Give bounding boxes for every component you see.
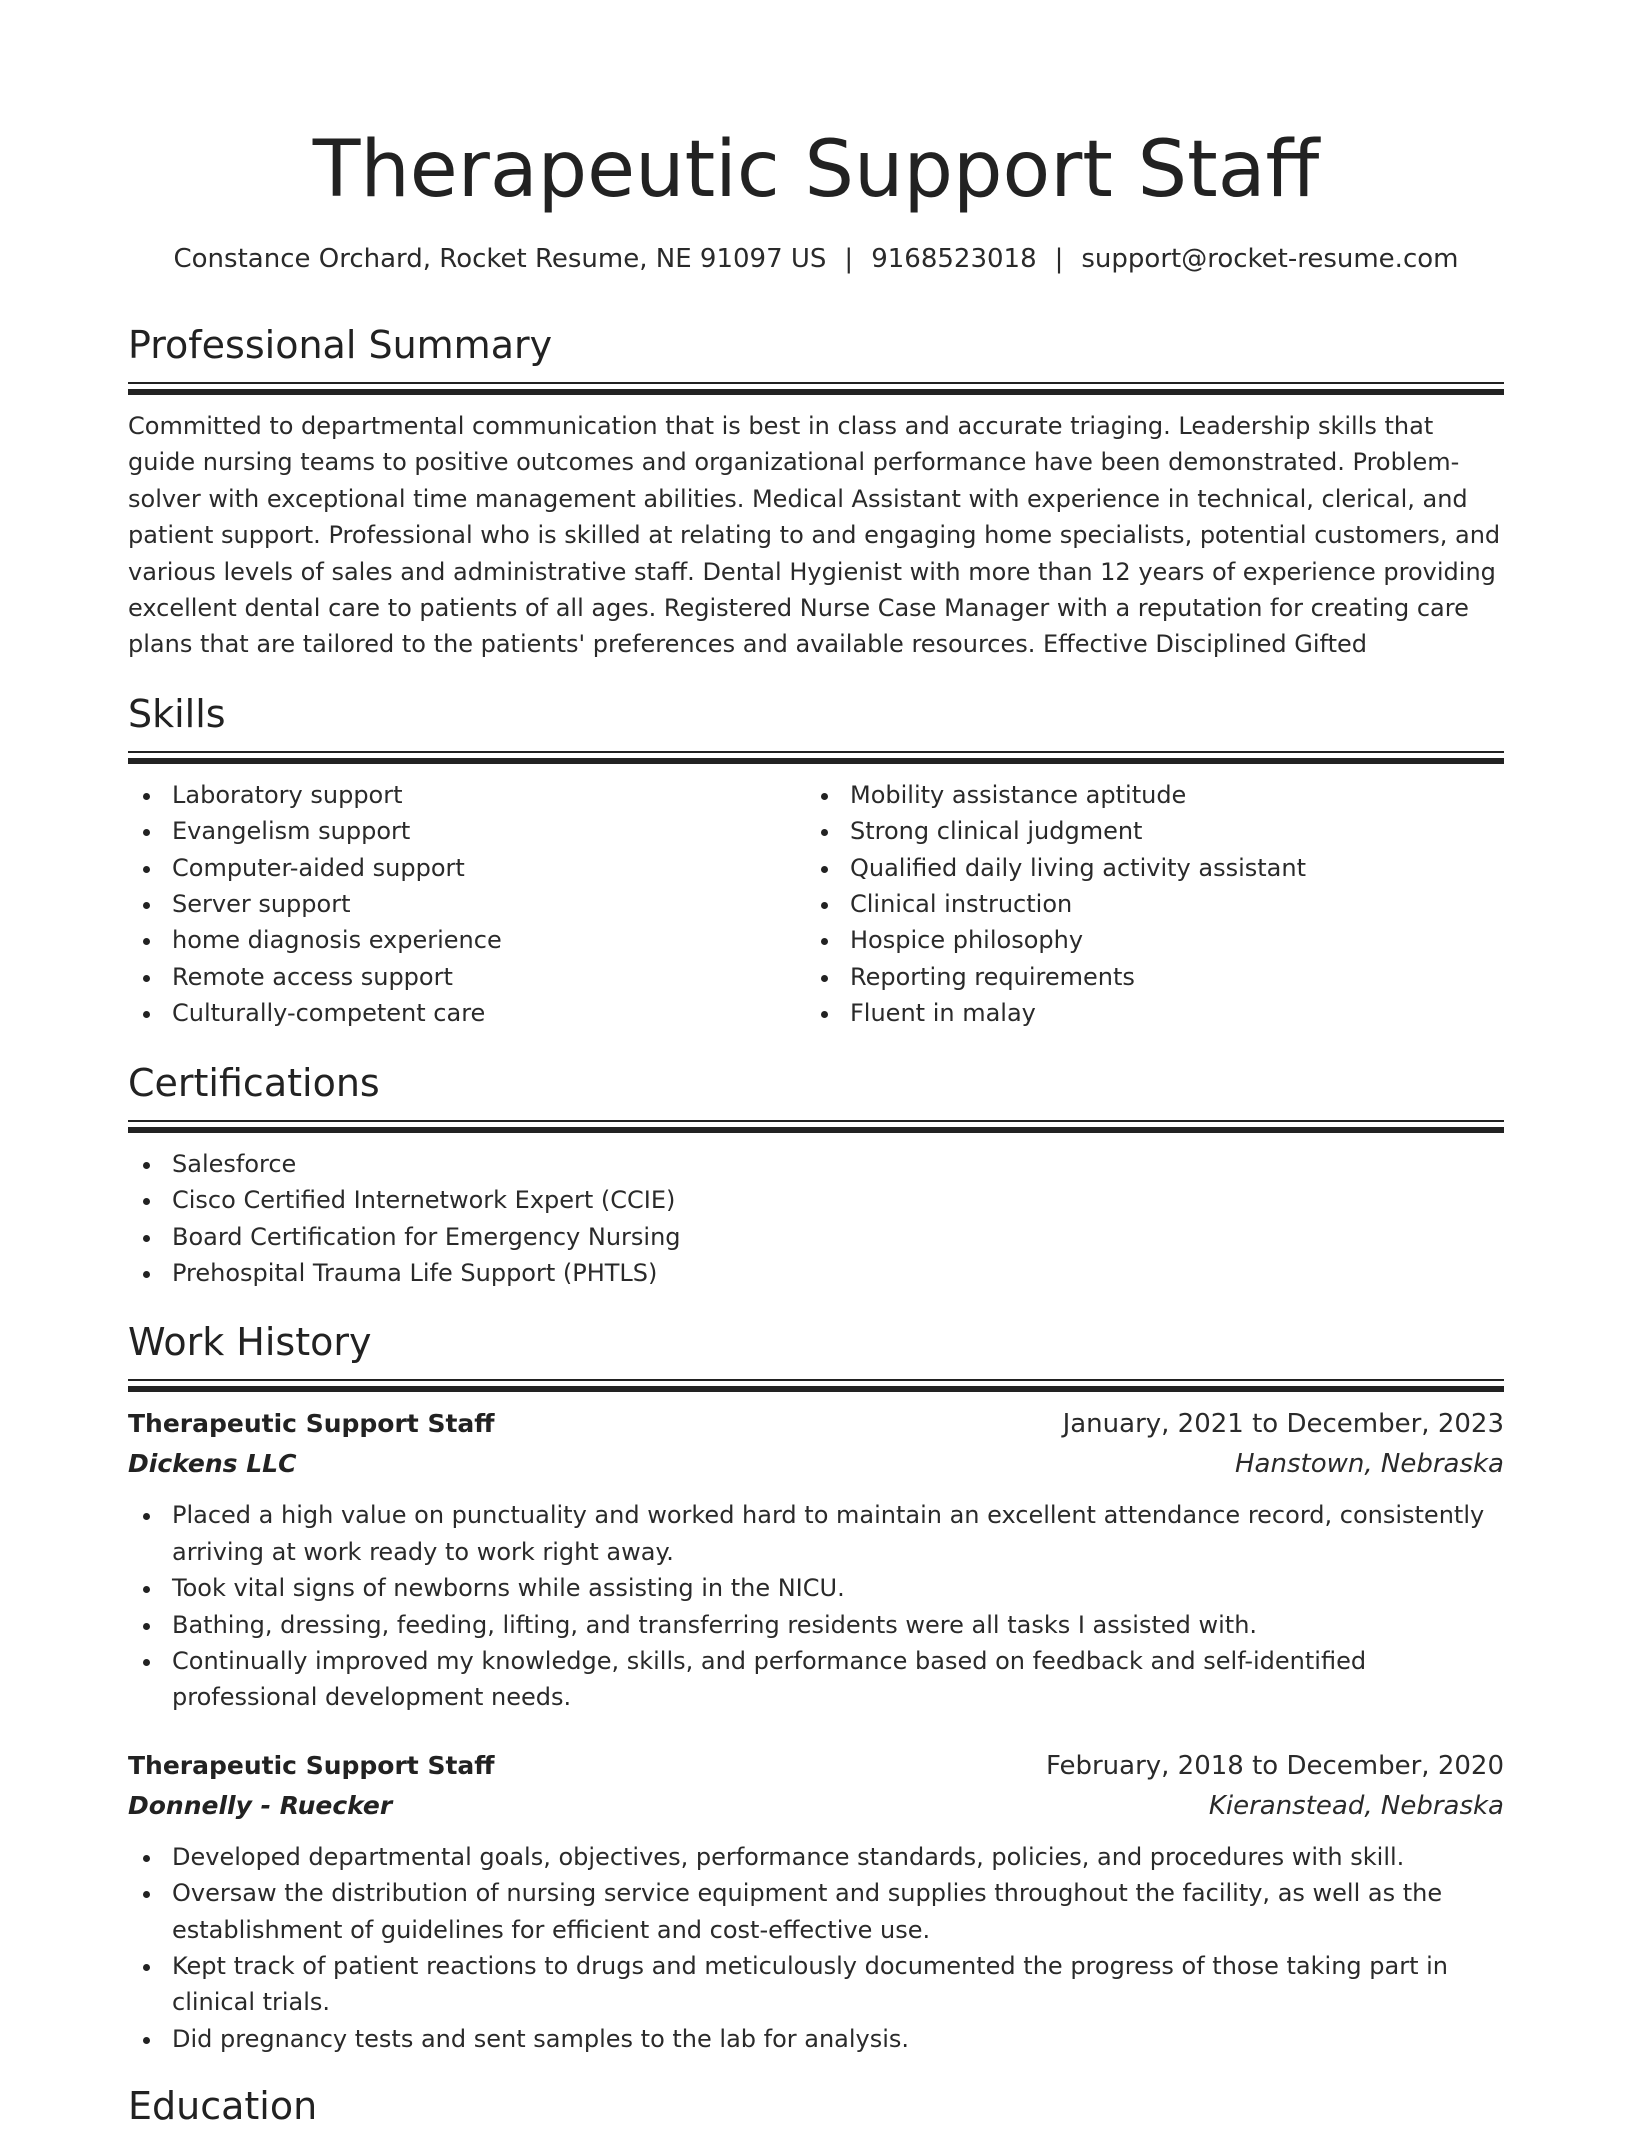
section-rule-thin [128, 751, 1504, 753]
work-history-section [128, 1317, 1504, 2057]
skill-item: Computer-aided support [128, 850, 806, 886]
resume-title: Therapeutic Support Staff [312, 125, 1320, 215]
skill-item: Remote access support [128, 959, 806, 995]
certifications-heading: Certifications [128, 1060, 380, 1105]
skills-columns [128, 777, 1504, 1032]
section-rule-thick [128, 389, 1504, 395]
education-heading: Education [128, 2084, 318, 2129]
job-bullets [128, 1497, 1504, 1715]
section-rule-thick [128, 1127, 1504, 1133]
certifications-list [128, 1146, 1504, 1292]
skill-item: Culturally-competent care [128, 995, 806, 1031]
skill-item: Hospice philosophy [806, 922, 1484, 958]
job-entry [128, 1746, 1504, 2057]
skill-item: Server support [128, 886, 806, 922]
job-bullet: Kept track of patient reactions to drugs and meticulously documented the progress of those taking part in clinical trials. [128, 1948, 1504, 2021]
job-title: Therapeutic Support Staff [128, 1409, 495, 1439]
resume-page [128, 0, 1504, 2131]
skill-item: Clinical instruction [806, 886, 1484, 922]
job-bullet: Placed a high value on punctuality and worked hard to maintain an excellent attendance record, consistently arriving at work ready to work right away. [128, 1497, 1504, 1570]
section-rule-thin [128, 1120, 1504, 1122]
contact-separator: | [844, 244, 854, 274]
contact-email: support@rocket-resume.com [1081, 244, 1459, 274]
job-bullet: Did pregnancy tests and sent samples to the lab for analysis. [128, 2021, 1504, 2057]
job-company: Dickens LLC [128, 1449, 297, 1479]
job-bullet: Developed departmental goals, objectives, performance standards, policies, and procedures with skill. [128, 1839, 1504, 1875]
job-bullet: Continually improved my knowledge, skills, and performance based on feedback and self-identified professional development needs. [128, 1643, 1504, 1716]
skill-item: home diagnosis experience [128, 922, 806, 958]
job-title: Therapeutic Support Staff [128, 1750, 495, 1780]
job-entry [128, 1404, 1504, 1715]
contact-separator: | [1054, 244, 1064, 274]
contact-address: Constance Orchard, Rocket Resume, NE 91097 US [173, 244, 827, 274]
job-location: Kieranstead, Nebraska [1208, 1790, 1504, 1821]
section-rule-thick [128, 758, 1504, 764]
certifications-section [128, 1058, 1504, 1292]
skills-heading: Skills [128, 691, 226, 736]
contact-phone: 9168523018 [871, 244, 1037, 274]
skills-list-right [806, 777, 1484, 1032]
skill-item: Reporting requirements [806, 959, 1484, 995]
work-history-heading: Work History [128, 1320, 372, 1365]
summary-heading: Professional Summary [128, 323, 553, 367]
job-company-row [128, 1444, 1504, 1484]
skill-item: Qualified daily living activity assistant [806, 850, 1484, 886]
job-dates: January, 2021 to December, 2023 [1062, 1409, 1504, 1440]
contact-line [128, 242, 1504, 276]
skill-item: Evangelism support [128, 813, 806, 849]
job-bullet: Took vital signs of newborns while assisting in the NICU. [128, 1570, 1504, 1606]
summary-section [128, 320, 1504, 663]
section-rule-thin [128, 1379, 1504, 1381]
job-bullet: Bathing, dressing, feeding, lifting, and transferring residents were all tasks I assisted with. [128, 1607, 1504, 1643]
job-bullets [128, 1839, 1504, 2057]
section-rule-thick [128, 1386, 1504, 1392]
certification-item: Board Certification for Emergency Nursing [128, 1219, 1504, 1255]
skill-item: Fluent in malay [806, 995, 1484, 1031]
job-dates: February, 2018 to December, 2020 [1045, 1750, 1504, 1781]
job-company: Donnelly - Ruecker [128, 1790, 393, 1820]
skill-item: Strong clinical judgment [806, 813, 1484, 849]
summary-text: Committed to departmental communication that is best in class and accurate triaging. Leadership skills that guide nursing teams to positive outcomes and organizational performance have been demonstrated. Problem-solver with exceptional time management abilities. Medical Assistant with experience in technical, clerical, and patient support. Professional who is skilled at relating to and engaging home specialists, potential customers, and various levels of sales and administrative staff. Dental Hygienist with more than 12 years of experience providing excellent dental care to patients of all ages. Registered Nurse Case Manager with a reputation for creating care plans that are tailored to the patients' preferences and available resources. Effective Disciplined Gifted [128, 412, 1501, 659]
skills-section [128, 689, 1504, 1032]
job-header-row [128, 1404, 1504, 1444]
skill-item: Mobility assistance aptitude [806, 777, 1484, 813]
job-company-row [128, 1786, 1504, 1826]
skills-list-left [128, 777, 806, 1032]
job-bullet: Oversaw the distribution of nursing service equipment and supplies throughout the facility, as well as the establishment of guidelines for efficient and cost-effective use. [128, 1875, 1504, 1948]
job-header-row [128, 1746, 1504, 1786]
certification-item: Prehospital Trauma Life Support (PHTLS) [128, 1255, 1504, 1291]
certification-item: Cisco Certified Internetwork Expert (CCIE) [128, 1182, 1504, 1218]
education-section [128, 2081, 1504, 2131]
job-location: Hanstown, Nebraska [1235, 1449, 1504, 1480]
certification-item: Salesforce [128, 1146, 1504, 1182]
section-rule-thin [128, 382, 1504, 384]
skill-item: Laboratory support [128, 777, 806, 813]
